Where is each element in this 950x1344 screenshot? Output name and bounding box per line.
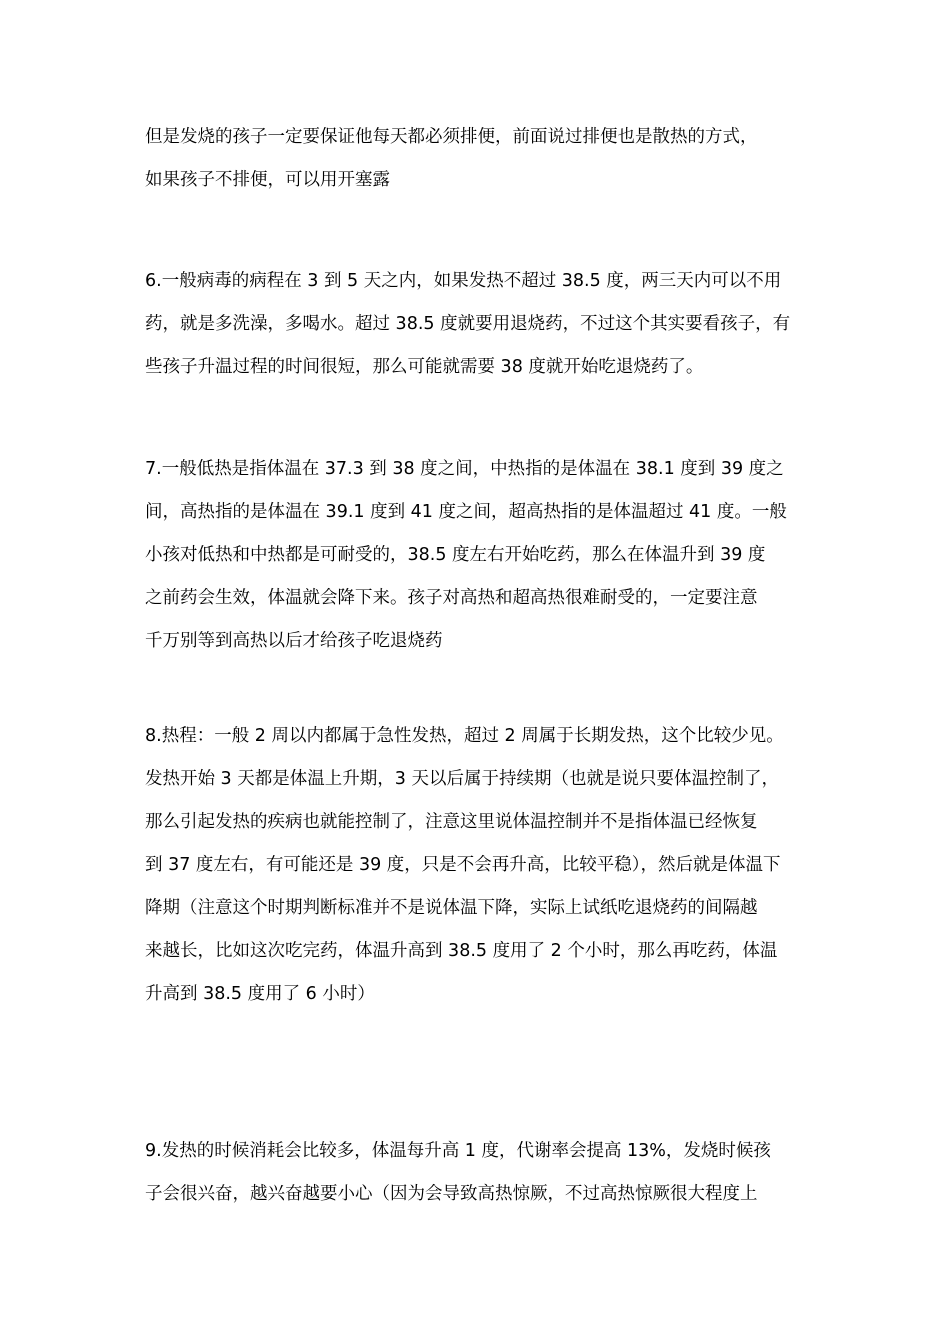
- text-line: 小孩对低热和中热都是可耐受的，38.5 度左右开始吃药，那么在体温升到 39 度: [145, 545, 766, 565]
- paragraph-item-7: [145, 448, 815, 663]
- paragraph-item-9: [145, 1130, 815, 1216]
- text-line: 9.发热的时候消耗会比较多，体温每升高 1 度，代谢率会提高 13%，发烧时候孩: [145, 1141, 771, 1161]
- paragraph-bowel-movement: [145, 116, 815, 202]
- text-line: 子会很兴奋，越兴奋越要小心（因为会导致高热惊厥，不过高热惊厥很大程度上: [145, 1184, 758, 1204]
- text-line: 药，就是多洗澡，多喝水。超过 38.5 度就要用退烧药，不过这个其实要看孩子，有: [145, 314, 791, 334]
- text-line: 之前药会生效，体温就会降下来。孩子对高热和超高热很难耐受的，一定要注意: [145, 588, 758, 608]
- text-line: 7.一般低热是指体温在 37.3 到 38 度之间，中热指的是体温在 38.1 度到 39 度之: [145, 459, 784, 479]
- text-line: 8.热程：一般 2 周以内都属于急性发热，超过 2 周属于长期发热，这个比较少见。: [145, 726, 784, 746]
- text-line: 如果孩子不排便，可以用开塞露: [145, 170, 390, 190]
- paragraph-item-8: [145, 715, 815, 1016]
- text-line: 降期（注意这个时期判断标准并不是说体温下降，实际上试纸吃退烧药的间隔越: [145, 898, 758, 918]
- text-line: 来越长，比如这次吃完药，体温升高到 38.5 度用了 2 个小时，那么再吃药，体温: [145, 941, 778, 961]
- text-line: 发热开始 3 天都是体温上升期，3 天以后属于持续期（也就是说只要体温控制了，: [145, 769, 779, 789]
- text-line: 到 37 度左右，有可能还是 39 度，只是不会再升高，比较平稳），然后就是体温下: [145, 855, 781, 875]
- text-line: 千万别等到高热以后才给孩子吃退烧药: [145, 631, 443, 651]
- text-line: 间，高热指的是体温在 39.1 度到 41 度之间，超高热指的是体温超过 41 度。一般: [145, 502, 787, 522]
- text-line: 升高到 38.5 度用了 6 小时）: [145, 984, 375, 1004]
- text-line: 但是发烧的孩子一定要保证他每天都必须排便，前面说过排便也是散热的方式，: [145, 127, 758, 147]
- text-line: 那么引起发热的疾病也就能控制了，注意这里说体温控制并不是指体温已经恢复: [145, 812, 758, 832]
- text-line: 6.一般病毒的病程在 3 到 5 天之内，如果发热不超过 38.5 度，两三天内可以不用: [145, 271, 782, 291]
- text-line: 些孩子升温过程的时间很短，那么可能就需要 38 度就开始吃退烧药了。: [145, 357, 704, 377]
- paragraph-item-6: [145, 260, 815, 389]
